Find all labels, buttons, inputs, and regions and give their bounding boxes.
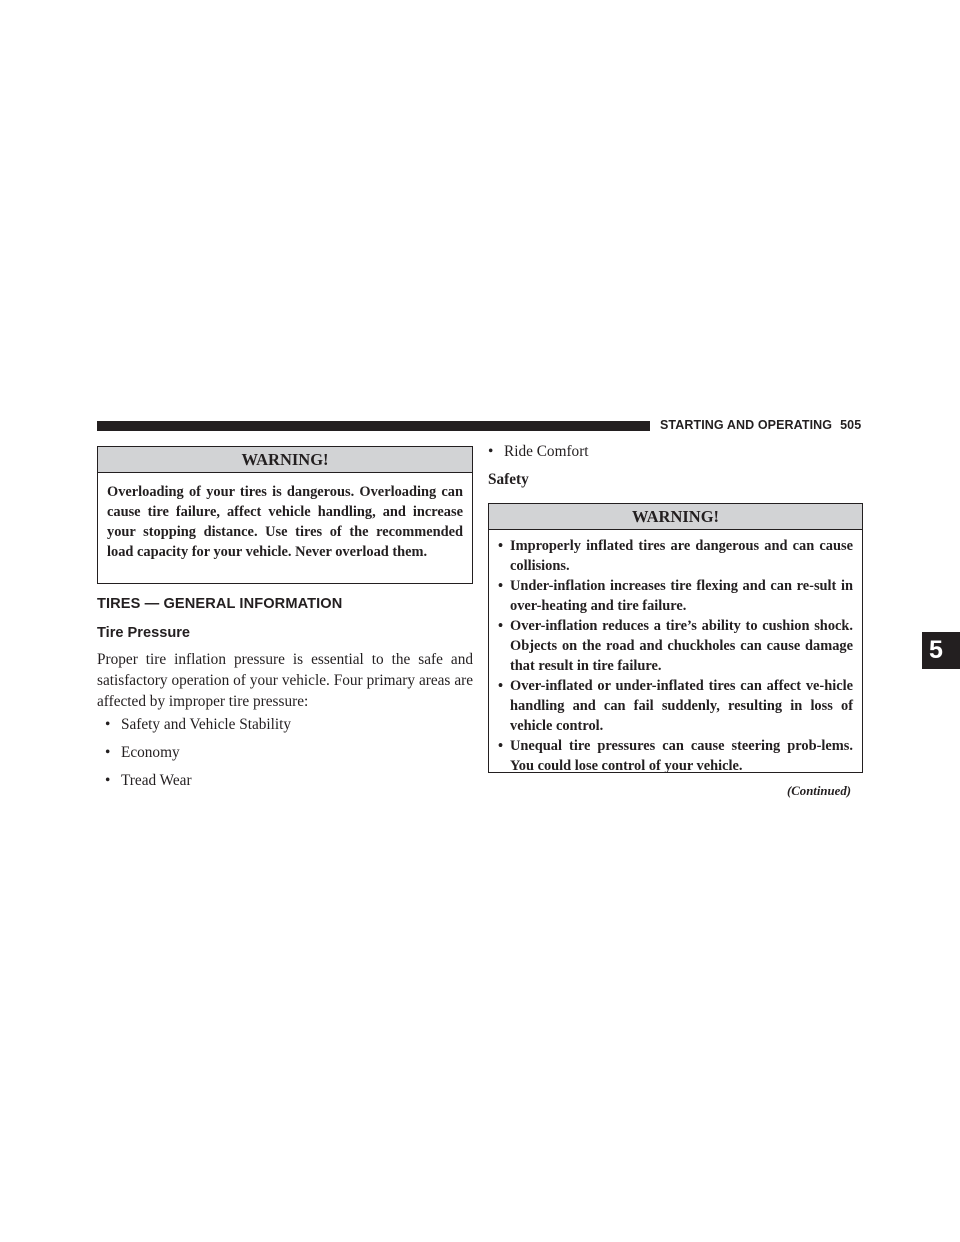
safety-heading: Safety [488,471,529,488]
warning-title: WARNING! [98,447,472,473]
list-item-text: Economy [121,744,180,761]
header-section-title: STARTING AND OPERATING [660,418,833,432]
warning-item-text: Unequal tire pressures can cause steering prob-lems. You could lose control of your vehicle. [510,738,853,774]
warning-box-overloading [97,446,473,584]
bullet-icon: • [498,618,504,634]
bullet-icon: • [105,716,111,733]
list-item [105,744,180,762]
warning-item-text: Over-inflated or under-inflated tires can affect ve-hicle handling and can fail suddenly, resulting in loss of vehicle control. [510,678,853,734]
bullet-icon: • [498,538,504,554]
list-item [105,716,291,734]
header-rule [97,421,650,431]
continued-note: (Continued) [787,784,851,798]
warning-item [498,736,853,776]
warning-item-text: Over-inflation reduces a tire’s ability to cushion shock. Objects on the road and chuckholes can cause damage that result in tire failure. [510,618,853,674]
section-title: TIRES — GENERAL INFORMATION [97,596,343,612]
list-item [105,772,192,790]
bullet-icon: • [105,744,111,761]
warning-box-inflation [488,503,863,773]
warning-item [498,616,853,676]
warning-title: WARNING! [489,504,862,530]
bullet-icon: • [498,678,504,694]
bullet-icon: • [488,443,494,460]
list-item-text: Safety and Vehicle Stability [121,716,292,733]
warning-list [489,530,862,776]
warning-item [498,576,853,616]
list-item-text: Ride Comfort [504,443,589,460]
running-header [660,418,861,432]
bullet-icon: • [498,738,504,754]
list-item-text: Tread Wear [121,772,192,789]
intro-paragraph: Proper tire inflation pressure is essential to the safe and satisfactory operation of your vehicle. Four primary areas are affected by improper tire pressure: [97,651,473,710]
warning-text: Overloading of your tires is dangerous. Overloading can cause tire failure, affect vehicle handling, and increase your stopping distance. Use tires of the recommended load capacity for your vehicle. Never overload them. [107,484,463,560]
warning-item [498,676,853,736]
warning-item-text: Under-inflation increases tire flexing and can re-sult in over-heating and tire failure. [510,578,853,614]
bullet-icon: • [105,772,111,789]
bullet-icon: • [498,578,504,594]
list-item [488,443,589,461]
page-number: 505 [840,418,862,432]
subsection-title: Tire Pressure [97,625,191,641]
chapter-tab: 5 [922,632,960,669]
warning-item [498,536,853,576]
warning-item-text: Improperly inflated tires are dangerous and can cause collisions. [510,538,853,574]
